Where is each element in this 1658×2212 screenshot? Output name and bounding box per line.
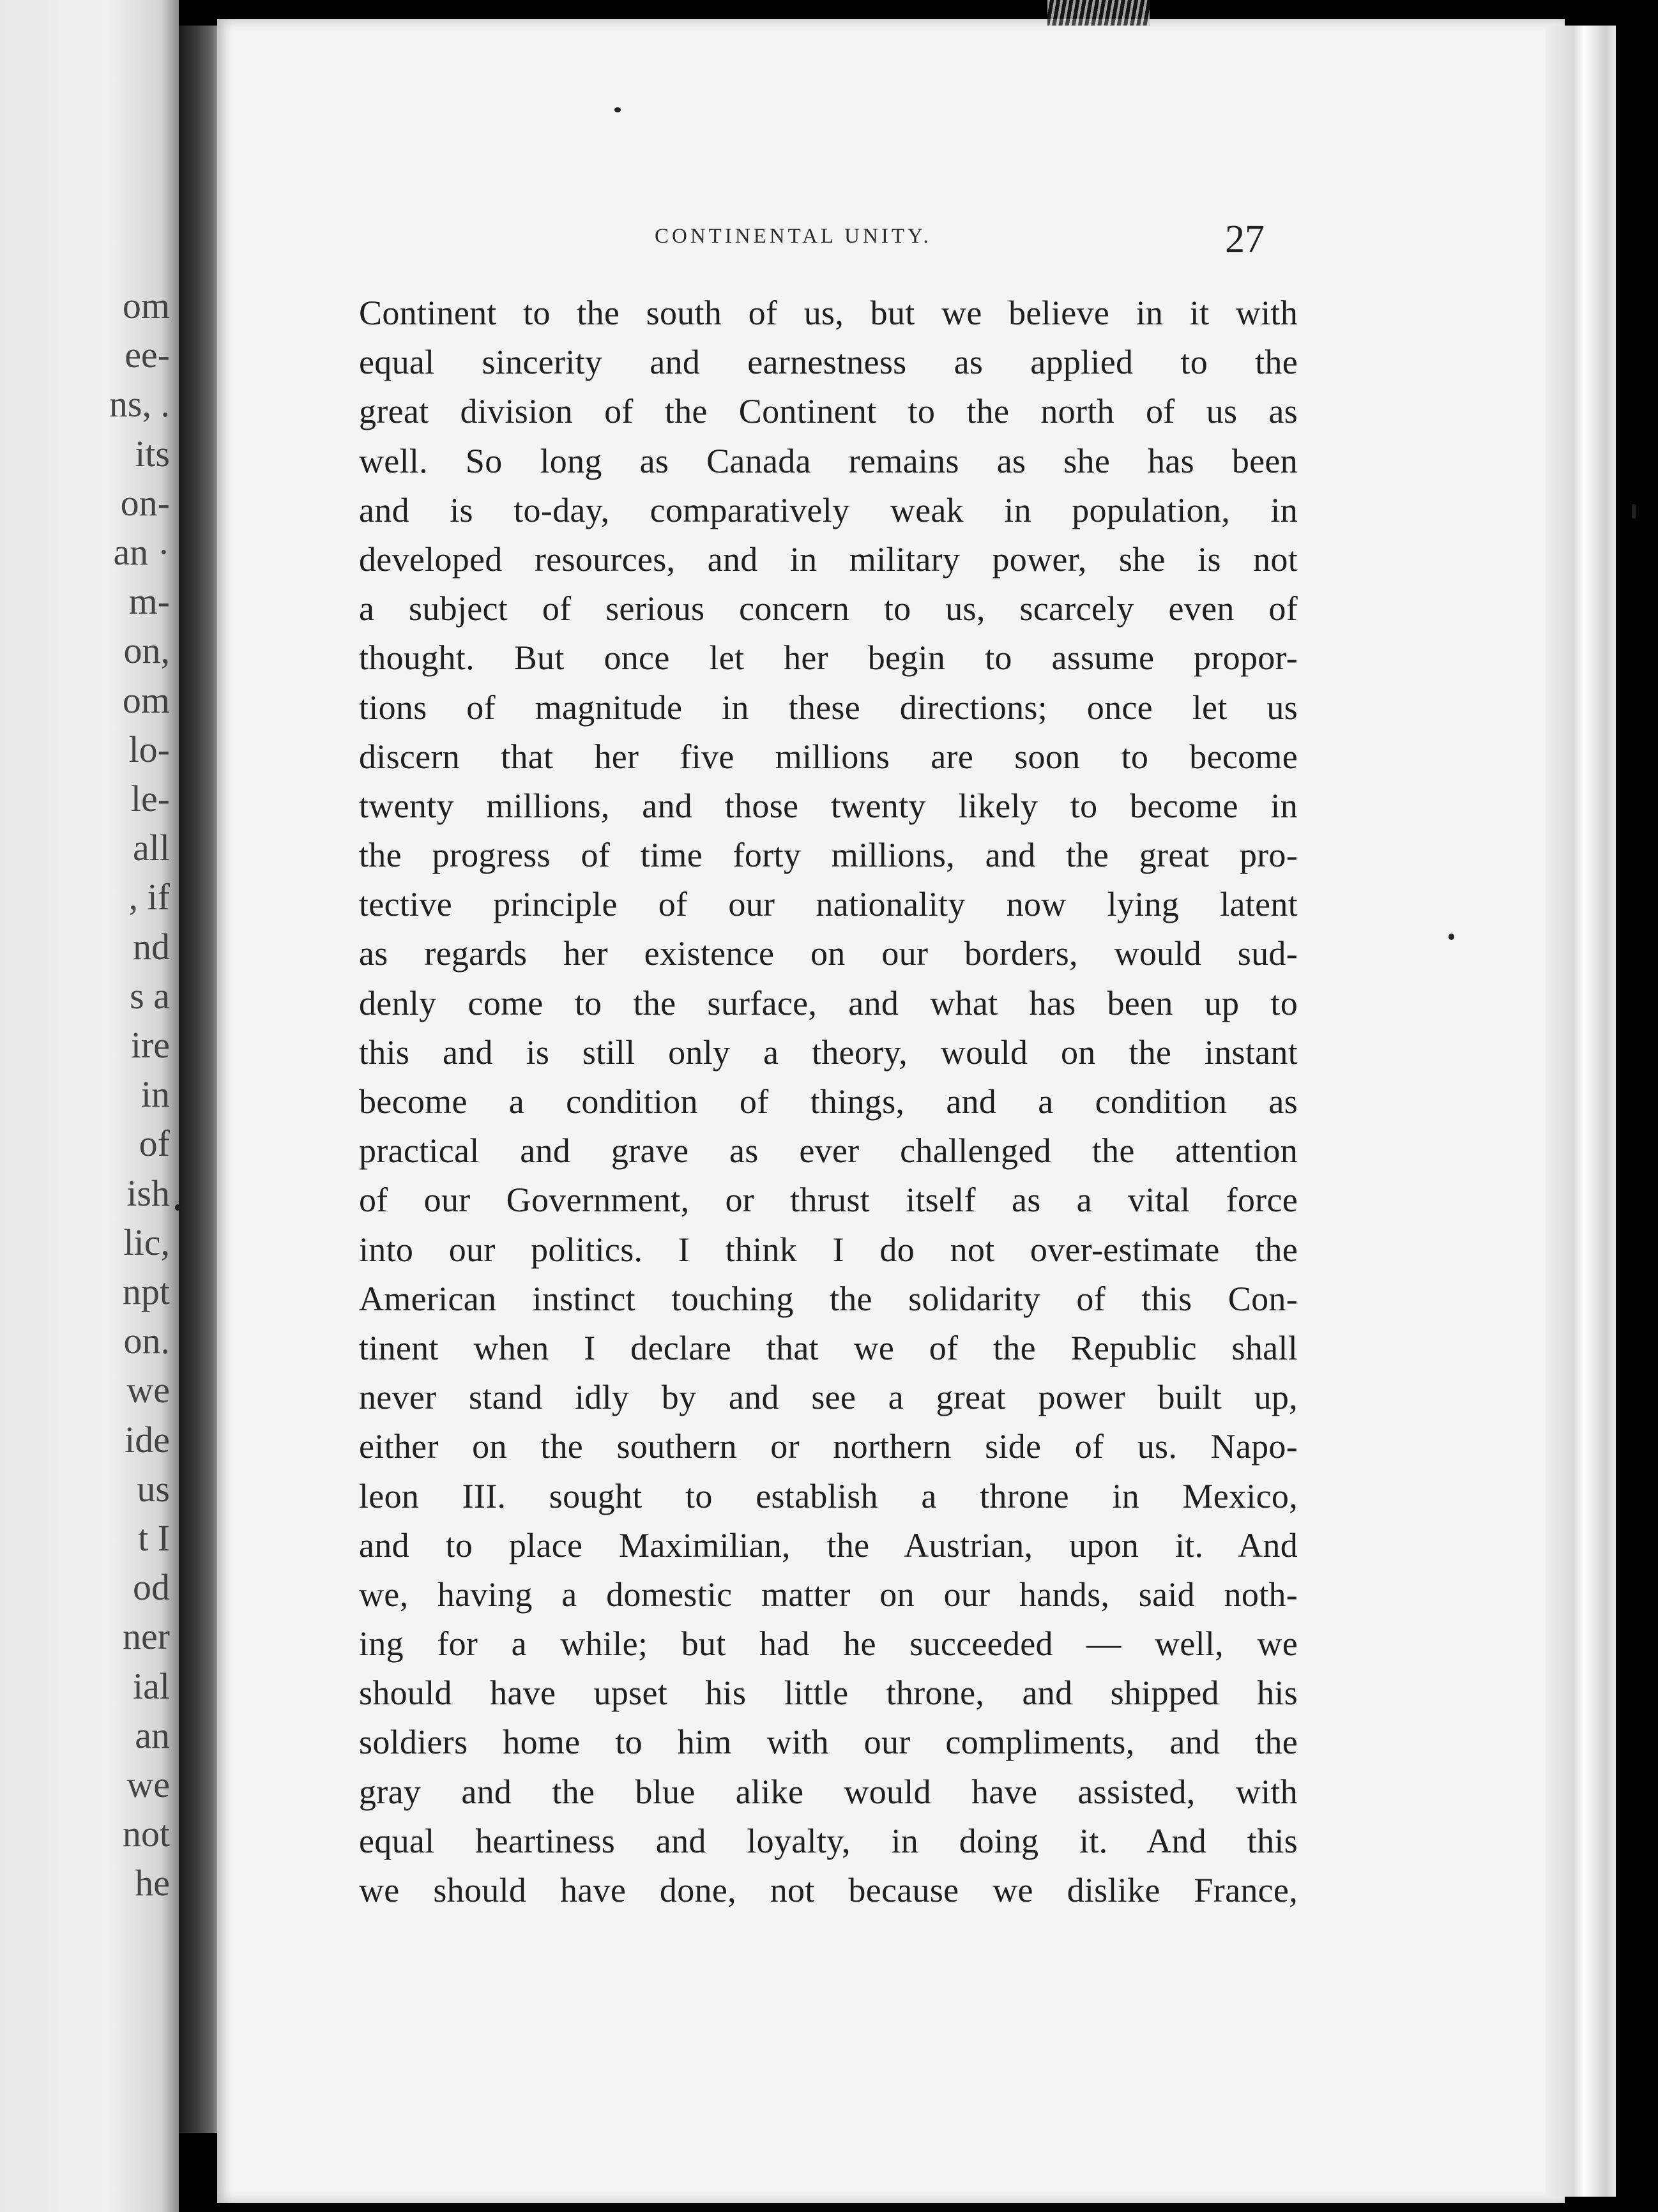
text-line: tions of magnitude in these directions; once let us — [359, 688, 1298, 727]
text-line: developed resources, and in military power, she is not — [359, 540, 1298, 579]
left-page-fragment: ish — [126, 1172, 170, 1214]
left-page-fragment: , if — [128, 876, 170, 918]
text-line: and to place Maximilian, the Austrian, upon it. And — [359, 1526, 1298, 1564]
left-page-fragment: ns, . — [109, 383, 170, 425]
text-line: discern that her five millions are soon to become — [359, 737, 1298, 776]
running-head: CONTINENTAL UNITY. — [655, 225, 932, 248]
left-page-fragment: om — [122, 679, 170, 721]
left-page-fragment: its — [135, 432, 170, 474]
left-page-fragment: in — [141, 1073, 170, 1116]
left-page-fragment: ner — [122, 1616, 170, 1658]
text-line: become a condition of things, and a condition as — [359, 1082, 1298, 1121]
text-line: the progress of time forty millions, and the great pro- — [359, 836, 1298, 875]
left-page-fragment: we — [126, 1764, 170, 1805]
text-line: into our politics. I think I do not over-estimate the — [359, 1230, 1298, 1269]
text-line: and is to-day, comparatively weak in population, in — [359, 490, 1298, 529]
left-page-fragment: ire — [130, 1024, 170, 1066]
text-line: thought. But once let her begin to assume propor- — [359, 639, 1298, 678]
text-line: a subject of serious concern to us, scarcely even of — [359, 589, 1298, 628]
left-page-fragment: on, — [123, 630, 170, 672]
ink-speck — [175, 1204, 180, 1211]
text-line: Continent to the south of us, but we believe in it with — [359, 294, 1298, 332]
left-page-fragment: an · — [113, 531, 170, 573]
left-page-fragment: all — [133, 827, 170, 869]
left-page-fragment: nd — [133, 925, 170, 967]
left-page-fragment: lo- — [128, 728, 170, 770]
left-page-fragment: lic, — [123, 1221, 170, 1263]
left-page-fragment: od — [133, 1566, 170, 1609]
text-line: American instinct touching the solidarity of this Con- — [359, 1279, 1298, 1318]
page-edge-stack — [1546, 26, 1616, 2197]
text-line: we should have done, not because we dislike France, — [359, 1871, 1298, 1909]
left-page-fragment: not — [122, 1813, 170, 1855]
left-page-fragment: t I — [138, 1517, 170, 1559]
left-page-fragment: we — [126, 1369, 170, 1411]
text-line: never stand idly by and see a great power built up, — [359, 1378, 1298, 1417]
left-page-fragment: ide — [125, 1418, 170, 1460]
text-line: tective principle of our nationality now lying latent — [359, 885, 1298, 924]
left-page-fragment: us — [137, 1467, 170, 1510]
text-line: as regards her existence on our borders, would sud- — [359, 934, 1298, 973]
body-text — [359, 289, 1298, 1915]
text-line: denly come to the surface, and what has been up to — [359, 983, 1298, 1022]
text-line: practical and grave as ever challenged the attention — [359, 1132, 1298, 1170]
text-line: twenty millions, and those twenty likely to become in — [359, 786, 1298, 825]
left-page-fragment: an — [135, 1714, 170, 1756]
text-line: tinent when I declare that we of the Republic shall — [359, 1328, 1298, 1367]
text-line: of our Government, or thrust itself as a vital force — [359, 1181, 1298, 1220]
left-page-fragment: s a — [130, 974, 170, 1017]
text-line: ing for a while; but had he succeeded — well, we — [359, 1625, 1298, 1663]
text-line: great division of the Continent to the north of us as — [359, 392, 1298, 431]
left-page-fragment: npt — [122, 1271, 170, 1312]
ink-speck — [1632, 504, 1636, 519]
text-line: soldiers home to him with our compliments, and the — [359, 1723, 1298, 1762]
text-line: this and is still only a theory, would on the instant — [359, 1033, 1298, 1072]
left-page-fragment: ee- — [125, 334, 170, 376]
text-line: should have upset his little throne, and shipped his — [359, 1674, 1298, 1713]
left-page-fragment: on- — [120, 481, 170, 524]
text-line: well. So long as Canada remains as she has been — [359, 441, 1298, 480]
left-page-fragment: of — [139, 1123, 170, 1165]
left-page-fragment: he — [135, 1862, 170, 1904]
left-page-fragment: om — [122, 285, 170, 326]
text-line: leon III. sought to establish a throne in Mexico, — [359, 1476, 1298, 1515]
left-facing-page — [0, 0, 179, 2212]
text-line: equal heartiness and loyalty, in doing it. And this — [359, 1821, 1298, 1860]
page-number: 27 — [1225, 218, 1265, 261]
left-page-fragment: on. — [123, 1320, 170, 1362]
text-line: either on the southern or northern side of us. Napo- — [359, 1427, 1298, 1466]
ink-speck — [614, 107, 621, 112]
left-page-fragment: m- — [128, 580, 170, 623]
left-page-fragment: ial — [133, 1665, 170, 1707]
left-page-fragment: le- — [130, 778, 170, 819]
text-line: we, having a domestic matter on our hands, said noth- — [359, 1575, 1298, 1614]
text-line: equal sincerity and earnestness as applied to the — [359, 343, 1298, 382]
binding-thread — [1047, 0, 1150, 26]
ink-speck — [1449, 934, 1454, 940]
text-line: gray and the blue alike would have assisted, with — [359, 1772, 1298, 1811]
